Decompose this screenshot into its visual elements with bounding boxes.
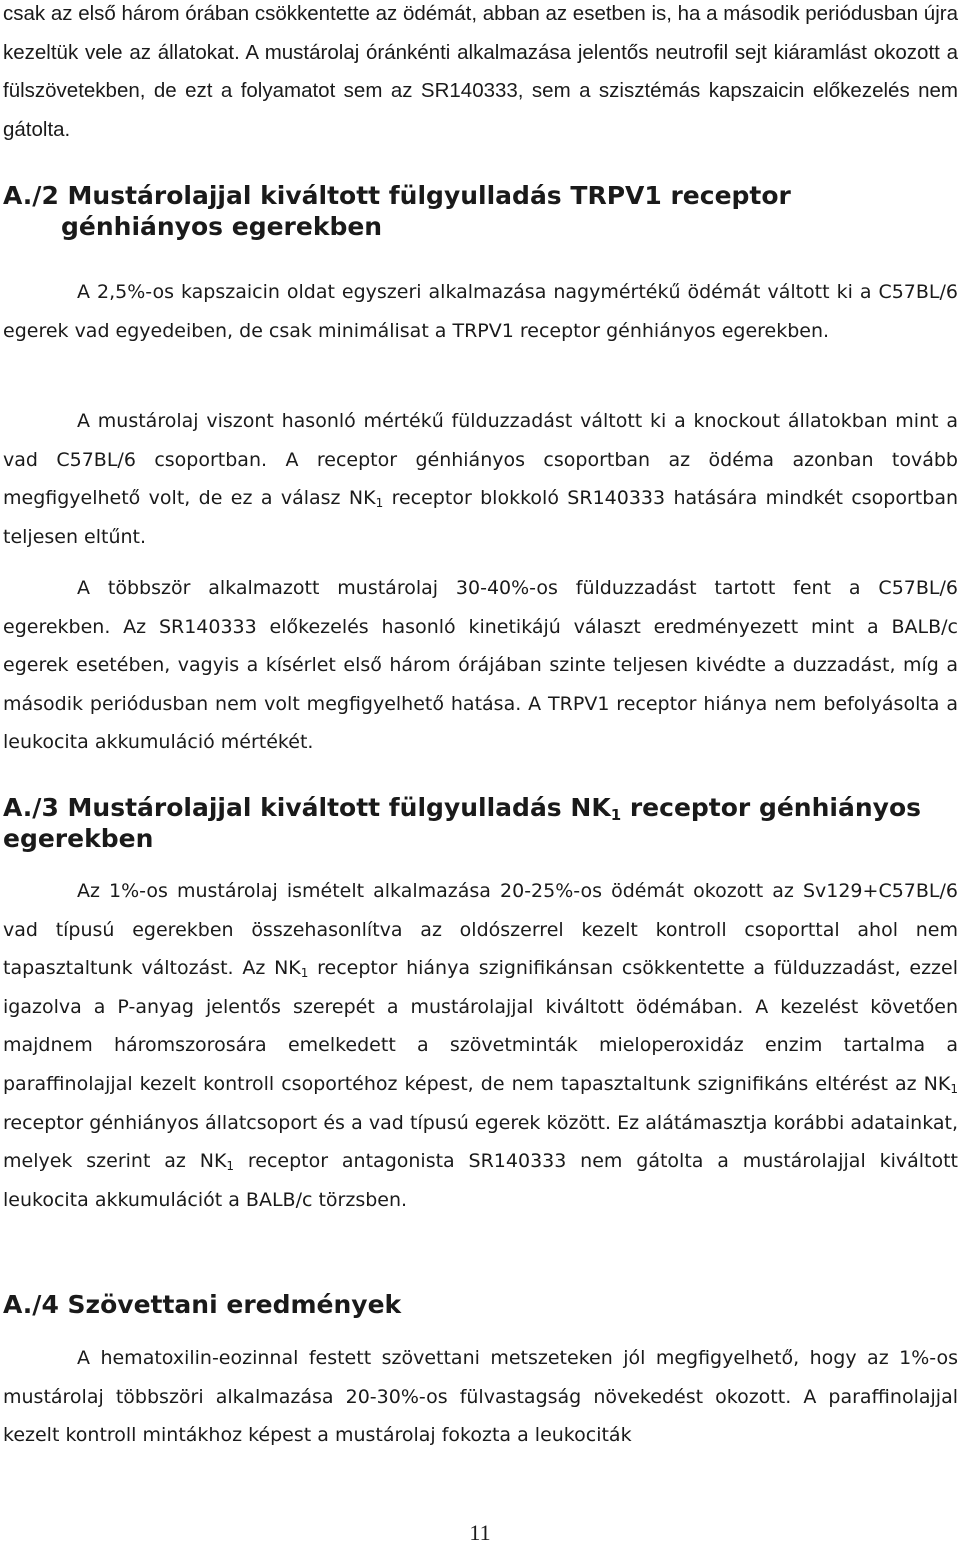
section-a3-paragraph-1 — [3, 872, 958, 1219]
section-a2-heading — [3, 180, 958, 242]
section-a3-text-d: receptor antagonista SR140333 nem gátolta a mustárolajjal kiváltott leukocita akkumulációt a BALB/c törzsben. — [3, 1150, 959, 1211]
section-a3-heading — [3, 792, 958, 854]
page-number: 11 — [469, 1520, 491, 1545]
section-a3-heading-text-b: receptor génhiányos egerekben — [3, 793, 921, 853]
section-a2-heading-line2: génhiányos egerekben — [61, 212, 383, 241]
subscript: 1 — [226, 1159, 235, 1174]
section-a2-paragraph-2-text-a: A mustárolaj viszont hasonló mértékű fülduzzadást váltott ki a knockout állatokban mint a vad C57BL/6 csoportban. A receptor génhiányos csoportban az ödéma azonban tovább megfigyelhető volt, de ez a válasz NK — [3, 410, 958, 510]
intro-paragraph: csak az első három órában csökkentette az ödémát, abban az esetben is, ha a második periódusban újra kezeltük vele az állatokat. A mustárolaj óránkénti alkalmazása jelentős neutrofil sejt kiáramlást okozott a fülszövetekben, de ezt a folyamatot sem az SR140333, sem a szisztémás kapszaicin előkezelés nem gátolta. — [3, 2, 958, 141]
section-a2-paragraph-2 — [3, 402, 958, 556]
section-a2-heading-line1: A./2 Mustárolajjal kiváltott fülgyulladás TRPV1 receptor — [3, 181, 791, 210]
section-a2-paragraph-1: A 2,5%-os kapszaicin oldat egyszeri alkalmazása nagymértékű ödémát váltott ki a C57BL/6 egerek vad egyedeiben, de csak minimálisat a TRPV1 receptor génhiányos egerekben. — [3, 281, 958, 342]
section-a2-paragraph-2-text-b: receptor blokkoló SR140333 hatására mindkét csoportban teljesen eltűnt. — [3, 487, 959, 548]
subscript: 1 — [610, 806, 622, 824]
section-a2-paragraph-3: A többször alkalmazott mustárolaj 30-40%-os fülduzzadást tartott fent a C57BL/6 egerekben. Az SR140333 előkezelés hasonló kinetikájú választ eredményezett mint a BALB/c egerek esetében, vagyis a kísérlet első három órájában szinte teljesen kivédte a duzzadást, míg a második periódusban nem volt megfigyelhető hatása. A TRPV1 receptor hiánya nem befolyásolta a leukocita akkumuláció mértékét. — [3, 577, 958, 754]
subscript: 1 — [300, 966, 309, 981]
section-a3-text-b: receptor hiánya szignifikánsan csökkentette a fülduzzadást, ezzel igazolva a P-anyag jelentős szerepét a mustárolajjal kiváltott ödémában. A kezelést követően majdnem háromszorosára emelkedett a szövetminták mieloperoxidáz enzim tartalma a paraffinolajjal kezelt kontroll csoportéhoz képest, de nem tapasztaltunk szignifikáns eltérést az NK — [3, 957, 958, 1095]
section-a3-text-a: Az 1%-os mustárolaj ismételt alkalmazása 20-25%-os ödémát okozott az Sv129+C57BL/6 vad típusú egerekben összehasonlítva az oldószerrel kezelt kontroll csoporttal ahol nem tapasztaltunk változást. Az NK — [3, 880, 958, 980]
subscript: 1 — [375, 496, 384, 511]
section-a4-paragraph-1: A hematoxilin-eozinnal festett szövettani metszeteken jól megfigyelhető, hogy az 1%-os mustárolaj többszöri alkalmazása 20-30%-os fülvastagság növekedést okozott. A paraffinolajjal kezelt kontroll mintákhoz képest a mustárolaj fokozta a leukociták — [3, 1347, 958, 1447]
section-a3-heading-text-a: A./3 Mustárolajjal kiváltott fülgyulladás NK — [3, 793, 611, 822]
section-a3-text-c: receptor génhiányos állatcsoport és a vad típusú egerek között. Ez alátámasztja korábbi adatainkat, melyek szerint az NK — [3, 1111, 958, 1173]
section-a4-heading: A./4 Szövettani eredmények — [3, 1290, 402, 1319]
subscript: 1 — [950, 1081, 958, 1096]
